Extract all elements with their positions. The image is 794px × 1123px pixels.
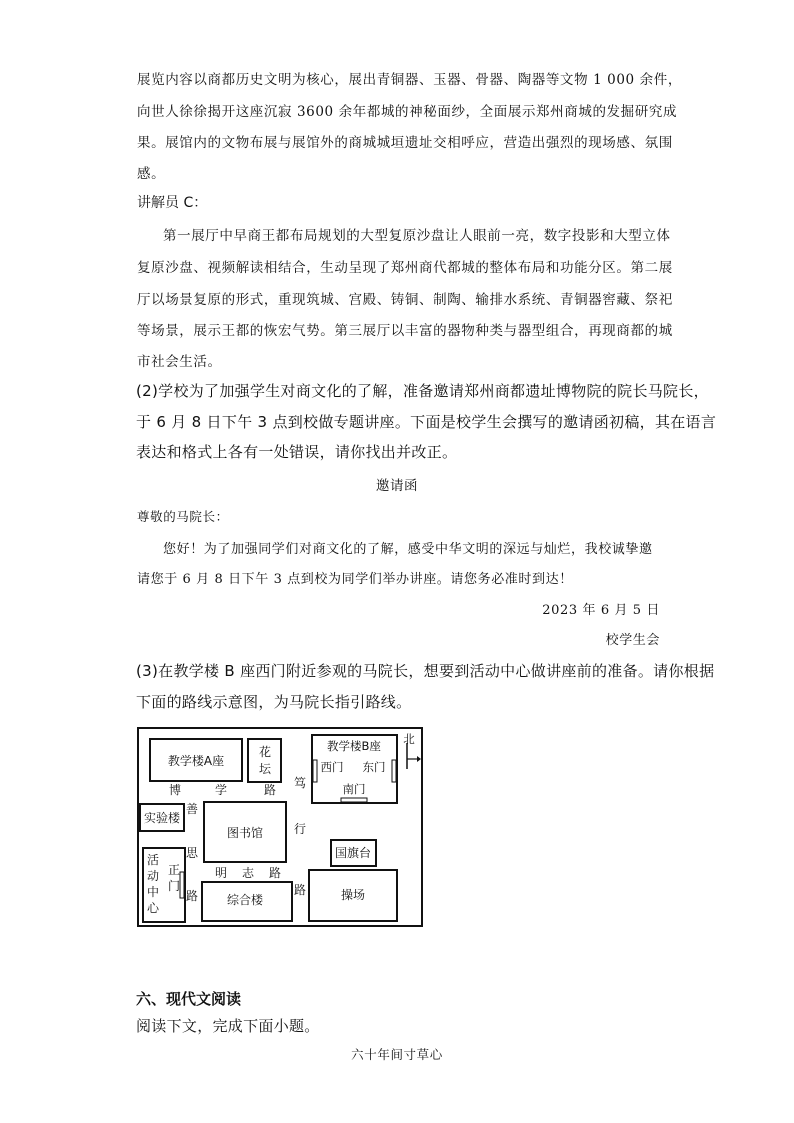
west-gate-mark: [313, 760, 317, 782]
north-arrow-head: [417, 756, 421, 762]
letter-body-line-1: 您好！为了加强同学们对商文化的了解，感受中华文明的深远与灿烂，我校诚挚邀: [163, 542, 653, 557]
article-title: 六十年间寸草心: [351, 1047, 443, 1062]
lab-building-label: 实验楼: [143, 811, 181, 825]
duxing-road-char-1: 笃: [293, 776, 307, 790]
flower-bed-label-2: 坛: [258, 762, 272, 776]
north-label: 北: [403, 732, 415, 746]
boxue-road-char-1: 博: [168, 783, 182, 797]
mingzhi-road-char-1: 明: [214, 866, 228, 880]
exhibit-line-2: 向世人徐徐揭开这座沉寂 3600 余年都城的神秘面纱，全面展示郑州商城的发掘研究成: [137, 104, 678, 120]
duxing-road-char-3: 路: [293, 883, 307, 897]
letter-salutation: 尊敬的马院长：: [137, 509, 229, 524]
guide-c-line-4: 等场景，展示王都的恢宏气势。第三展厅以丰富的器物种类与器型组合，再现商都的城: [137, 323, 673, 339]
library-label: 图书馆: [226, 826, 264, 840]
activity-center-char-2: 动: [146, 869, 160, 883]
activity-center-char-1: 活: [146, 853, 160, 867]
main-gate-char-1: 正: [167, 863, 181, 877]
guide-c-line-5: 市社会生活。: [137, 354, 222, 370]
mingzhi-road-char-3: 路: [268, 866, 282, 880]
east-gate-label: 东门: [362, 760, 386, 774]
section6-instruction: 阅读下文，完成下面小题。: [136, 1017, 320, 1035]
west-gate-label: 西门: [320, 760, 344, 774]
main-gate-mark: [180, 872, 184, 898]
main-gate-char-2: 门: [167, 879, 181, 893]
exhibit-line-3: 果。展馆内的文物布展与展馆外的商城城垣遗址交相呼应，营造出强烈的现场感、氛围: [137, 135, 673, 151]
complex-building-label: 综合楼: [226, 893, 264, 907]
section6-heading: 六、现代文阅读: [136, 990, 242, 1008]
letter-body-line-2: 请您于 6 月 8 日下午 3 点到校为同学们举办讲座。请您务必准时到达！: [137, 572, 573, 587]
shansi-road-char-2: 思: [185, 846, 199, 860]
letter-date: 2023 年 6 月 5 日: [542, 603, 660, 618]
flower-bed-label-1: 花: [258, 745, 272, 759]
guide-c-line-1: 第一展厅中早商王都布局规划的大型复原沙盘让人眼前一亮，数字投影和大型立体: [163, 228, 671, 244]
guide-c-line-3: 厅以场景复原的形式，重现筑城、宫殿、铸铜、制陶、输排水系统、青铜器窖藏、祭祀: [137, 292, 673, 308]
boxue-road-char-3: 路: [263, 783, 277, 797]
question2-line-1: (2)学校为了加强学生对商文化的了解，准备邀请郑州商都遗址博物院的院长马院长，: [136, 382, 709, 400]
playground-label: 操场: [340, 888, 366, 902]
question2-line-2: 于 6 月 8 日下午 3 点到校做专题讲座。下面是校学生会撰写的邀请函初稿，其在语言: [136, 413, 717, 431]
question2-line-3: 表达和格式上各有一处错误，请你找出并改正。: [136, 443, 458, 461]
south-gate-mark: [341, 798, 367, 802]
question3-line-2: 下面的路线示意图，为马院长指引路线。: [136, 693, 412, 711]
flag-platform-label: 国旗台: [334, 846, 372, 860]
boxue-road-char-2: 学: [214, 783, 228, 797]
guide-c-line-2: 复原沙盘、视频解读相结合，生动呈现了郑州商代都城的整体布局和功能分区。第二展: [137, 260, 673, 276]
teaching-building-a-label: 教学楼A座: [167, 754, 225, 768]
exhibit-line-4: 感。: [137, 166, 166, 182]
shansi-road-char-1: 善: [185, 802, 199, 816]
duxing-road-char-2: 行: [293, 822, 307, 836]
question3-line-1: (3)在教学楼 B 座西门附近参观的马院长，想要到活动中心做讲座前的准备。请你根据: [136, 662, 715, 680]
exhibit-line-1: 展览内容以商都历史文明为核心，展出青铜器、玉器、骨器、陶器等文物 1 000 余件，: [137, 72, 682, 88]
guide-c-label: 讲解员 C：: [137, 195, 208, 211]
south-gate-label: 南门: [342, 782, 366, 796]
east-gate-mark: [392, 760, 396, 782]
activity-center-char-3: 中: [146, 885, 160, 899]
activity-center-char-4: 心: [146, 901, 160, 915]
route-map: [137, 727, 423, 927]
mingzhi-road-char-2: 志: [241, 866, 255, 880]
shansi-road-char-3: 路: [185, 889, 199, 903]
letter-title: 邀请函: [375, 478, 419, 494]
teaching-building-b-label: 教学楼B座: [327, 739, 381, 753]
letter-signature: 校学生会: [605, 633, 660, 648]
